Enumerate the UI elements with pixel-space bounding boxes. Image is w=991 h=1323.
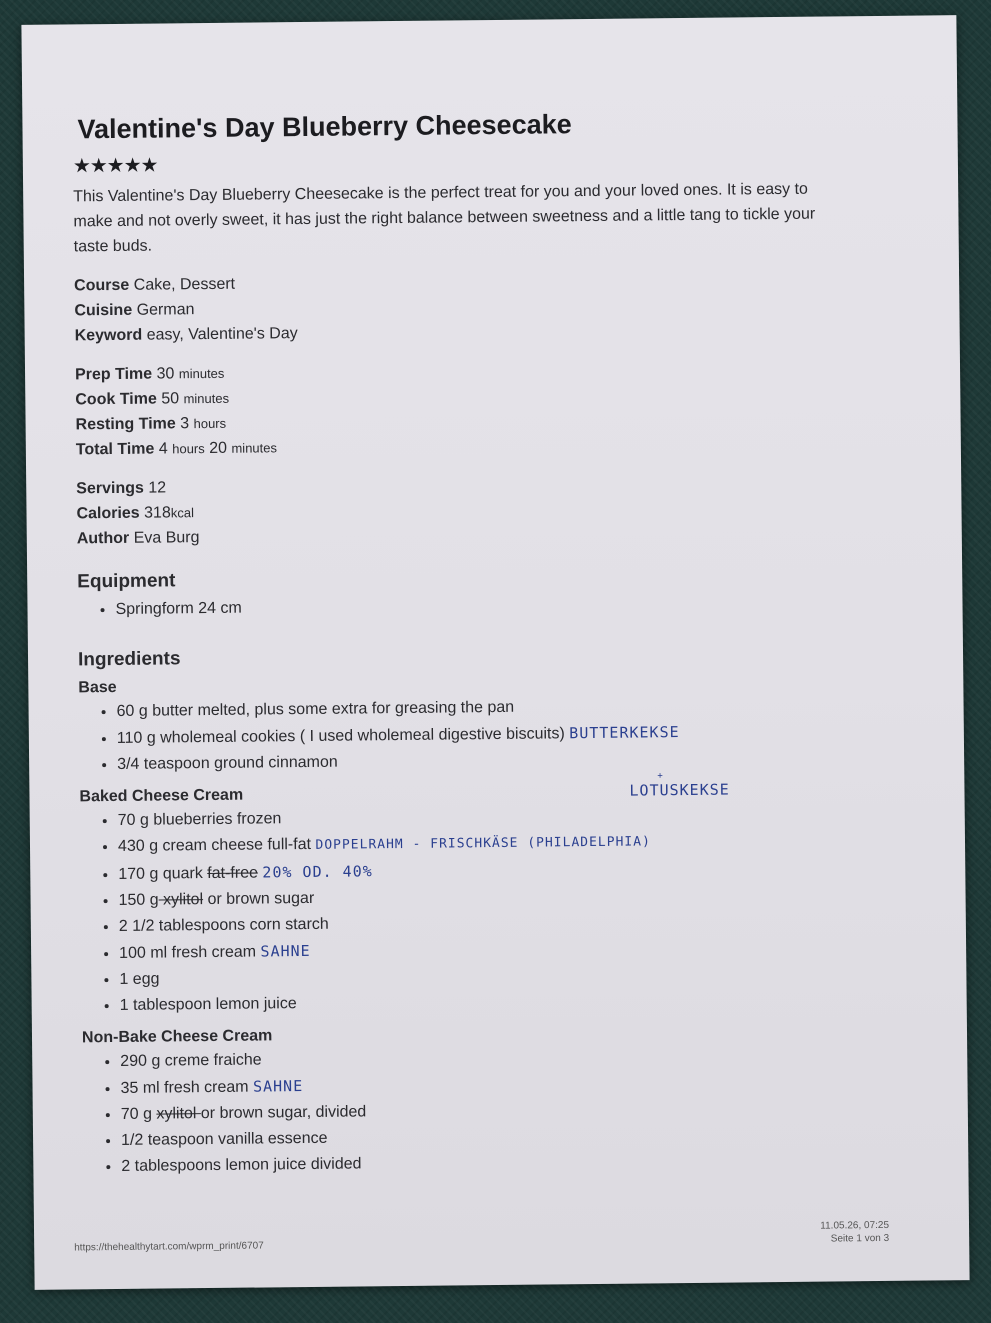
equipment-list <box>77 589 837 623</box>
author: Author Eva Burg <box>76 529 200 548</box>
footer-datetime: 11.05.26, 07:25 <box>820 1219 890 1232</box>
list-item: • 60 g butter melted, plus some extra for greasing the pan <box>116 691 838 725</box>
list-item: • 100 ml fresh cream SAHNE <box>119 932 841 967</box>
handwritten-note: SAHNE <box>252 1077 304 1096</box>
list-item: • Springform 24 cm <box>115 589 837 623</box>
recipe-times <box>75 354 836 462</box>
nonbake-list <box>82 1041 843 1180</box>
ingredients-heading: Ingredients <box>77 648 181 671</box>
list-item: • 150 g xylitol or brown sugar <box>118 880 840 914</box>
recipe-summary: This Valentine's Day Blueberry Cheesecake is the perfect treat for you and your loved ones. It is easy to make and not overly sweet, it has just the right balance between sweetness and a little tang to tickle your taste buds. <box>73 180 816 256</box>
list-item: • 70 g xylitol or brown sugar, divided <box>121 1094 843 1128</box>
resting-time: Resting Time 3 hours <box>75 415 227 434</box>
list-item: • 290 g creme fraiche <box>120 1041 842 1075</box>
meta-course: Course Cake, Dessert <box>74 275 236 295</box>
rating-stars-icon: ★★★★★ <box>72 154 158 178</box>
list-item: • 110 g wholemeal cookies ( I used wholemeal digestive biscuits) BUTTERKEKSE <box>117 717 839 752</box>
footer-url: https://thehealthytart.com/wprm_print/6707 <box>74 1240 264 1254</box>
list-item: • 70 g blueberries frozen <box>118 800 840 834</box>
list-item: • 430 g cream cheese full-fat DOPPELRAHM - FRISCHKÄSE (PHILADELPHIA) <box>118 826 840 861</box>
servings: Servings 12 <box>76 479 167 498</box>
recipe-printout <box>21 15 969 1290</box>
footer-right <box>820 1219 889 1246</box>
handwritten-lotus-note: LOTUSKEKSE <box>629 780 730 800</box>
handwritten-note: DOPPELRAHM - FRISCHKÄSE (PHILADELPHIA) <box>315 834 651 853</box>
list-item: • 2 tablespoons lemon juice divided <box>121 1146 843 1180</box>
recipe-meta <box>74 265 835 348</box>
list-item: • 35 ml fresh cream SAHNE <box>120 1067 842 1102</box>
handwritten-note: SAHNE <box>260 941 311 961</box>
list-item: • 1 tablespoon lemon juice <box>120 985 842 1019</box>
total-time: Total Time 4 hours 20 minutes <box>75 439 278 459</box>
handwritten-note: 20% OD. 40% <box>262 862 373 882</box>
equipment-heading: Equipment <box>77 570 176 593</box>
footer-page-number: Seite 1 von 3 <box>830 1232 890 1245</box>
calories: Calories 318kcal <box>76 504 195 523</box>
list-item: • 1/2 teaspoon vanilla essence <box>121 1120 843 1154</box>
cook-time: Cook Time 50 minutes <box>75 390 230 409</box>
baked-list <box>80 800 842 1019</box>
base-list <box>78 691 839 778</box>
handwritten-note: BUTTERKEKSE <box>569 723 680 743</box>
list-item: • 2 1/2 tablespoons corn starch <box>119 906 841 940</box>
recipe-title: Valentine's Day Blueberry Cheesecake <box>77 109 572 145</box>
nonbake-heading: Non-Bake Cheese Cream <box>81 1027 273 1047</box>
baked-heading: Baked Cheese Cream <box>79 786 244 806</box>
handwritten-plus: + <box>657 771 664 782</box>
prep-time: Prep Time 30 minutes <box>74 365 225 384</box>
base-heading: Base <box>78 678 117 697</box>
list-item: • 170 g quark fat-free 20% OD. 40% <box>118 853 840 888</box>
list-item: • 3/4 teaspoon ground cinnamon <box>117 744 839 778</box>
meta-keyword: Keyword easy, Valentine's Day <box>74 325 298 345</box>
recipe-servings <box>76 468 837 551</box>
page-footer <box>74 1219 890 1254</box>
list-item: • 1 egg <box>119 959 841 993</box>
meta-cuisine: Cuisine German <box>74 301 195 320</box>
